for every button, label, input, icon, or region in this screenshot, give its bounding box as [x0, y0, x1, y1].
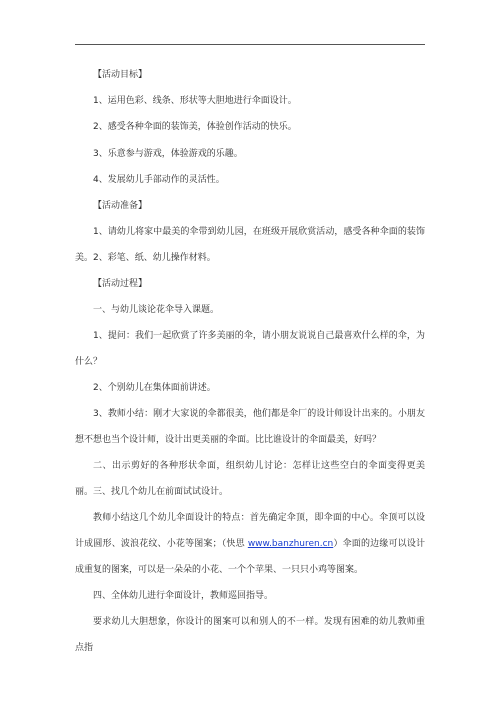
process-step-2: 二、出示剪好的各种形状伞面，组织幼儿讨论：怎样让这些空白的伞面变得更美丽。: [75, 461, 425, 497]
process-requirement: 要求幼儿大胆想象，你设计的图案可以和别人的不一样。发现有困难的幼儿教师重点指: [75, 617, 425, 653]
process-step-4: 四、全体幼儿进行伞面设计，教师巡回指导。: [93, 591, 274, 601]
prep-item-2: 2、彩笔、纸、幼儿操作材料。: [93, 253, 216, 263]
process-question: 1、提问：我们一起欣赏了许多美丽的伞，请小朋友说说自己最喜欢什么样的伞，为什么？: [75, 331, 425, 367]
heading-activity-preparation: 【活动准备】: [93, 201, 148, 211]
summary-text-after: ）伞面的边缘可以设计成重复的图案，可以是一朵朵的小花、一个个苹果、一只只小鸡等图案。: [75, 539, 425, 575]
heading-activity-goals: 【活动目标】: [93, 70, 148, 80]
process-teacher-summary: 3、教师小结：刚才大家说的伞都很美，他们都是伞厂的设计师设计出来的。小朋友想不想也当个设计师，设计出更美丽的伞面。比比谁设计的伞面最美，好吗？: [75, 409, 425, 445]
summary-text-before: 教师小结这几个幼儿伞面设计的特点：首先确定伞顶，即伞面的中心。伞顶可以设计成圆形、波浪花纹、小花等图案；（快思: [75, 513, 425, 549]
prep-item-1: 1、请幼儿将家中最美的伞带到幼儿园，在班级开展欣赏活动，感受各种伞面的装饰美。: [75, 227, 425, 263]
header-rule: [75, 44, 425, 45]
goal-item-1: 1、运用色彩、线条、形状等大胆地进行伞面设计。: [93, 96, 297, 106]
process-individual-talk: 2、个别幼儿在集体面前讲述。: [93, 383, 216, 393]
banzhuren-link[interactable]: www.banzhuren.cn: [247, 539, 334, 549]
process-step-3: 三、找几个幼儿在前面试试设计。: [93, 487, 229, 497]
goal-item-4: 4、发展幼儿手部动作的灵活性。: [93, 175, 225, 185]
heading-activity-process: 【活动过程】: [93, 279, 148, 289]
design-summary-paragraph: [75, 505, 425, 583]
goal-item-3: 3、乐意参与游戏，体验游戏的乐趣。: [93, 149, 243, 159]
goal-item-2: 2、感受各种伞面的装饰美，体验创作活动的快乐。: [93, 122, 297, 132]
process-step-1: 一、与幼儿谈论花伞导入课题。: [93, 305, 220, 315]
